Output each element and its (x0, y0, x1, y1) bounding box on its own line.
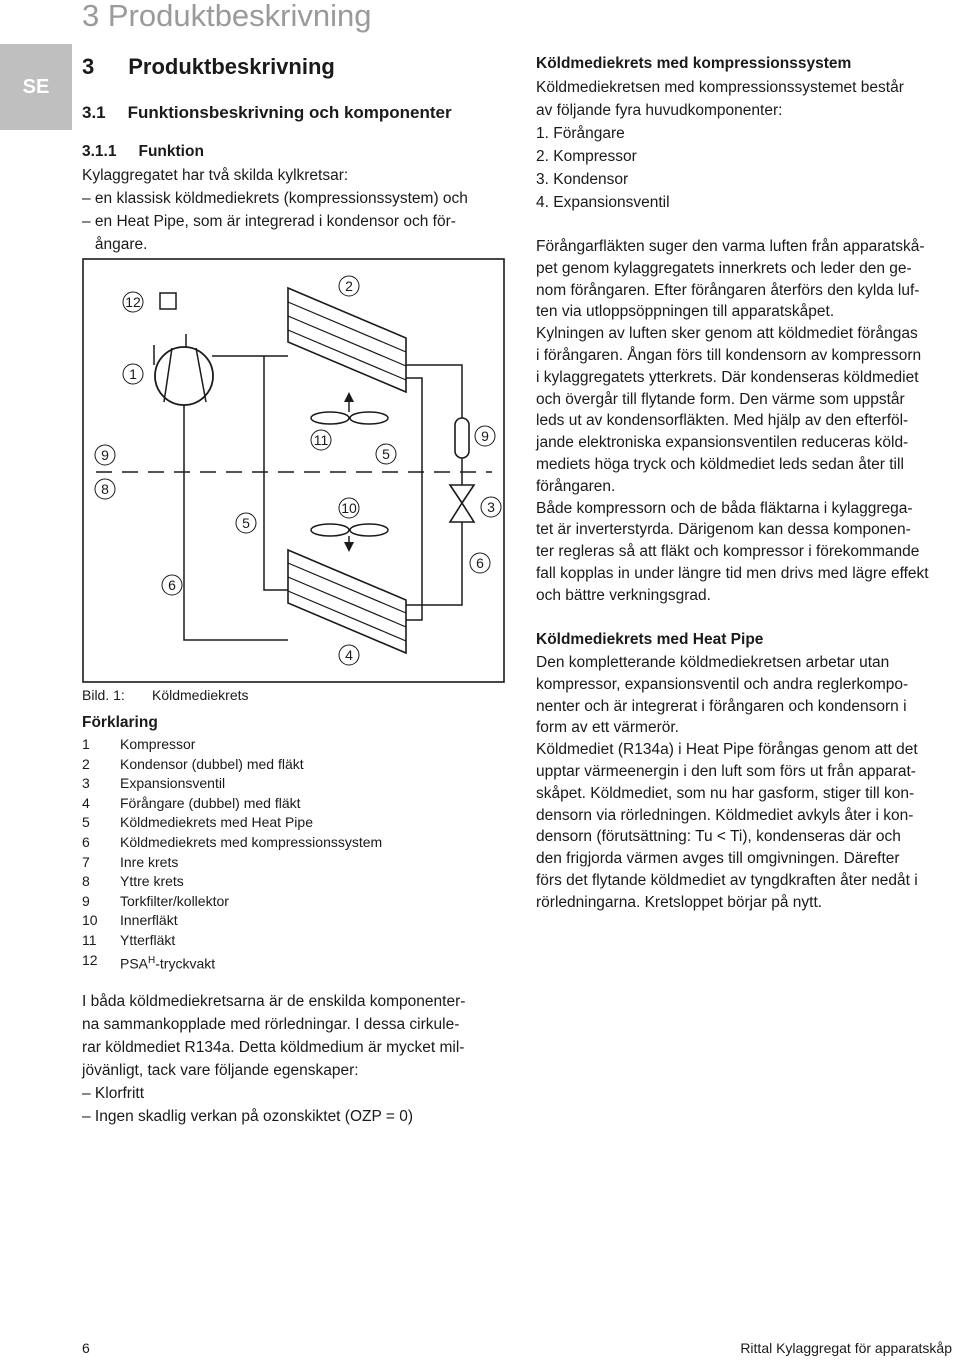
label-12 (123, 292, 143, 312)
legend-item: 3 Expansionsventil (82, 775, 226, 792)
evaporator (288, 550, 406, 653)
svg-text:9: 9 (101, 447, 109, 463)
label-6-right (470, 553, 490, 573)
footer-title: Rittal Kylaggregat för apparatskåp (740, 1340, 952, 1356)
section-title: Funktionsbeskrivning och komponenter (127, 103, 452, 122)
svg-text:5: 5 (382, 446, 390, 462)
chapter-title: Produktbeskrivning (128, 54, 335, 79)
paragraph-line: densorn via rörledningen. Köldmediet avkyls åter i kon- (536, 806, 914, 824)
label-11 (311, 430, 331, 450)
label-5-right (376, 444, 396, 464)
paragraph-line: ten via utloppsöppningen till apparatskåpet. (536, 303, 835, 321)
function-description-text (536, 236, 929, 607)
svg-text:10: 10 (341, 500, 357, 516)
paragraph-line: upptar värmeenergin i den luft som förs ut från apparat- (536, 762, 916, 780)
paragraph-line: Köldmediet (R134a) i Heat Pipe förångas genom att det (536, 741, 918, 759)
paragraph-line: jande elektroniska expansionsventilen reduceras köld- (536, 434, 909, 452)
legend-title: Förklaring (82, 714, 158, 731)
paragraph-line: den frigjorda värmen avges till omgivningen. Därefter (536, 850, 900, 868)
legend-item: 10 Innerfläkt (82, 912, 178, 929)
paragraph-line: förs det flytande köldmediet av tyngdkraften åter nedåt i (536, 871, 918, 889)
chapter-heading (82, 54, 335, 80)
paragraph-line: Kylningen av luften sker genom att köldmediet förångas (536, 325, 918, 343)
paragraph-line: – Klorfritt (82, 1085, 145, 1102)
svg-text:3: 3 (487, 499, 495, 515)
inner-fan-symbol (311, 524, 388, 552)
intro-line: – en klassisk köldmediekrets (kompressionssystem) och (82, 190, 468, 207)
paragraph-line: rar köldmediet R134a. Detta köldmedium är mycket mil- (82, 1039, 465, 1056)
svg-text:6: 6 (476, 555, 484, 571)
compressor-symbol (155, 347, 213, 405)
outer-fan-symbol (311, 392, 388, 424)
paragraph-line: Den kompletterande köldmediekretsen arbetar utan (536, 654, 890, 671)
paragraph-line: – Ingen skadlig verkan på ozonskiktet (OZP = 0) (82, 1108, 413, 1125)
condenser (288, 288, 406, 392)
legend-item: 8 Yttre krets (82, 873, 184, 890)
label-5-left (236, 513, 256, 533)
label-2 (339, 276, 359, 296)
intro-line: – en Heat Pipe, som är integrerad i kondensor och för- (82, 213, 456, 230)
svg-text:1: 1 (129, 366, 137, 382)
paragraph-line: förångaren. (536, 477, 616, 495)
paragraph-line: I båda köldmediekretsarna är de enskilda komponenter- (82, 993, 466, 1010)
legend-item: 11 Ytterfläkt (82, 931, 176, 948)
filter-drier-symbol (455, 418, 469, 458)
refrigerant-circuit-diagram (82, 258, 505, 683)
svg-text:5: 5 (242, 515, 250, 531)
page-number: 6 (82, 1340, 90, 1356)
intro-text (82, 164, 468, 256)
legend-item: 4 Förångare (dubbel) med fläkt (82, 794, 301, 811)
legend-item: 2 Kondensor (dubbel) med fläkt (82, 755, 304, 772)
legend-item: 6 Köldmediekrets med kompressionssystem (82, 833, 383, 850)
paragraph-line: nenter och är integrerat i förångaren och kondensorn i (536, 697, 907, 715)
paragraph-line: form av ett värmerör. (536, 719, 679, 737)
paragraph-line: skåpet. Köldmediet, som nu har gasform, stiger till kon- (536, 784, 915, 802)
figure-caption-label: Bild. 1: (82, 687, 125, 703)
label-1 (123, 364, 143, 384)
paragraph-line: mediets höga tryck och köldmediet leds sedan åter till (536, 455, 904, 473)
paragraph-line: leds ut av kondensorfläkten. Med hjälp av den efterföl- (536, 412, 909, 430)
legend-item: 1 Kompressor (82, 736, 196, 752)
label-9 (475, 426, 495, 446)
svg-text:11: 11 (313, 432, 329, 448)
figure-caption-text: Köldmediekrets (152, 687, 249, 703)
subsection-title: Funktion (138, 143, 204, 160)
svg-text:9: 9 (481, 428, 489, 444)
figure-caption (82, 686, 249, 706)
paragraph-line: densorn (förutsättning: Tu < Ti), kondenseras där och (536, 828, 901, 846)
intro-line: ångare. (82, 236, 148, 253)
label-3 (481, 497, 501, 517)
paragraph-line: rörledningarna. Kretsloppet börjar på nytt. (536, 893, 823, 911)
refrigerant-properties-text (82, 990, 465, 1128)
paragraph-line: kompressor, expansionsventil och andra reglerkompo- (536, 675, 909, 693)
subsection-number: 3.1.1 (82, 143, 117, 160)
label-8 (95, 445, 115, 465)
paragraph-line: na sammankopplade med rörledningar. I dessa cirkule- (82, 1016, 460, 1033)
component-list-item: 1. Förångare (536, 125, 625, 142)
paragraph-line: Köldmediekretsen med kompressionssystemet består (536, 79, 904, 96)
component-list-item: 3. Kondensor (536, 171, 629, 188)
svg-text:8: 8 (101, 481, 109, 497)
svg-text:12: 12 (125, 294, 141, 310)
label-4 (339, 645, 359, 665)
paragraph-line: tet är inverterstyrda. Därigenom kan dessa komponen- (536, 521, 911, 539)
compression-system-heading: Köldmediekrets med kompressionssystem (536, 55, 852, 72)
component-list-item: 2. Kompressor (536, 148, 637, 165)
legend-item: 5 Köldmediekrets med Heat Pipe (82, 814, 313, 831)
label-10 (339, 498, 359, 518)
svg-text:6: 6 (168, 577, 176, 593)
label-6-left (162, 575, 182, 595)
heat-pipe-text (536, 652, 918, 914)
section-number: 3.1 (82, 103, 106, 122)
heat-pipe-heading: Köldmediekrets med Heat Pipe (536, 631, 764, 648)
svg-text:4: 4 (345, 647, 353, 663)
paragraph-line: ter regleras så att fläkt och kompressor i förekommande (536, 543, 920, 561)
paragraph-line: fall kopplas in under längre tid men drivs med lägre effekt (536, 564, 929, 582)
chapter-number: 3 (82, 54, 95, 79)
language-tab: SE (0, 44, 72, 130)
legend-item: 7 Inre krets (82, 853, 179, 870)
legend-list (82, 735, 382, 974)
paragraph-line: nom förångaren. Efter förångaren återförs den kylda luf- (536, 281, 920, 299)
paragraph-line: pet genom kylaggregatets innerkrets och leder den ge- (536, 259, 912, 277)
legend-item: 12 $PSA^H$-tryckvakt (82, 951, 216, 972)
compression-system-text (536, 76, 904, 214)
running-head: 3 Produktbeskrivning (82, 0, 372, 33)
paragraph-line: jövänligt, tack vare följande egenskaper: (82, 1062, 359, 1079)
paragraph-line: i förångaren. Ångan förs till kondensorn av kompressorn (536, 346, 922, 364)
paragraph-line: Förångarfläkten suger den varma luften från apparatskå- (536, 238, 925, 255)
paragraph-line: och bättre verkningsgrad. (536, 586, 711, 604)
paragraph-line: i kylaggregatets ytterkrets. Där kondenseras köldmediet (536, 368, 919, 386)
svg-text:2: 2 (345, 278, 353, 294)
expansion-valve-symbol (450, 485, 474, 522)
subsection-heading (82, 143, 204, 161)
label-7 (95, 479, 115, 499)
paragraph-line: och övergår till flytande form. Den värme som uppstår (536, 390, 905, 408)
section-heading (82, 103, 452, 123)
legend-item: 9 Torkfilter/kollektor (82, 892, 229, 909)
intro-line: Kylaggregatet har två skilda kylkretsar: (82, 167, 349, 184)
component-list-item: 4. Expansionsventil (536, 194, 670, 211)
pressure-switch-symbol (160, 293, 176, 309)
paragraph-line: av följande fyra huvudkomponenter: (536, 102, 783, 119)
paragraph-line: Både kompressorn och de båda fläktarna i kylaggrega- (536, 499, 913, 517)
